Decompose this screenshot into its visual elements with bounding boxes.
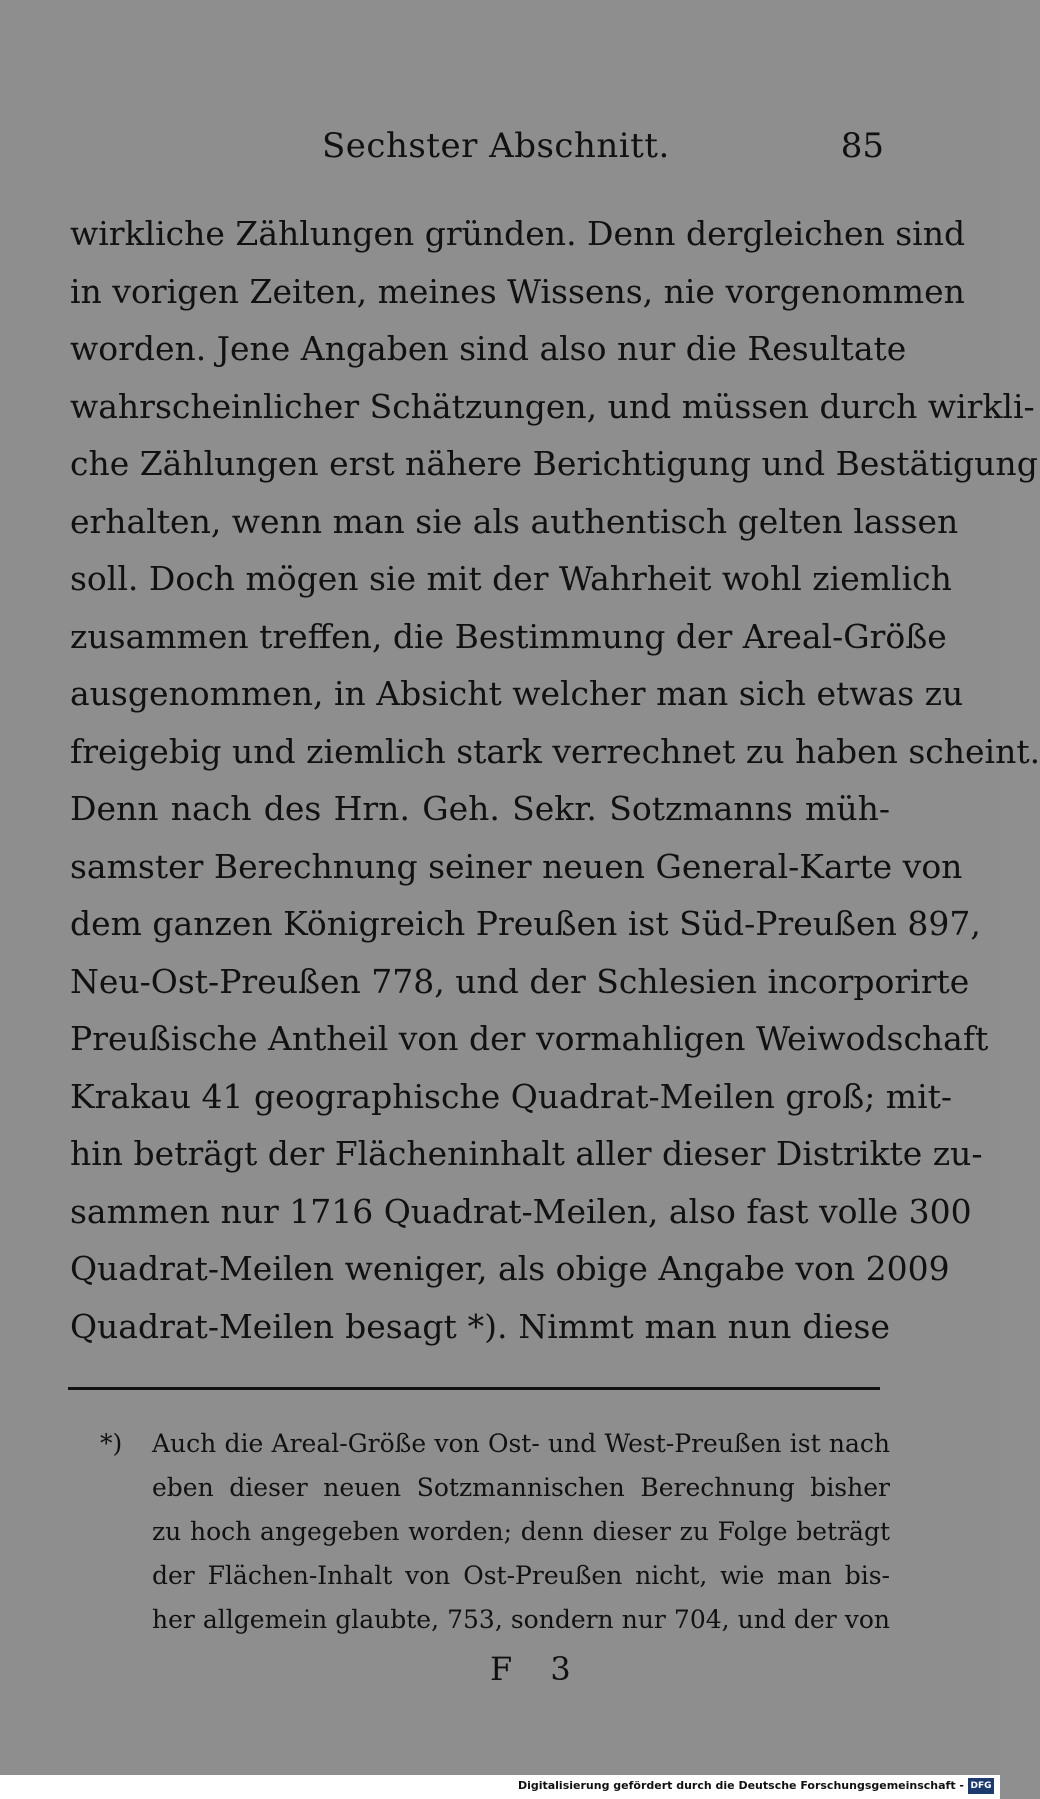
footnote-line: eben dieser neuen Sotzmannischen Berechnung bisher — [152, 1473, 890, 1502]
text-line: Quadrat-Meilen weniger, als obige Angabe von 2009 — [70, 1249, 950, 1288]
text-line: che Zählungen erst nähere Berichtigung und Bestätigung — [70, 444, 1038, 483]
text-line: samster Berechnung seiner neuen General-Karte von — [70, 846, 963, 886]
text-line: ausgenommen, in Absicht welcher man sich etwas zu — [70, 674, 964, 713]
text-line: wahrscheinlicher Schätzungen, und müssen durch wirkli- — [70, 386, 1035, 426]
text-line: sammen nur 1716 Quadrat-Meilen, also fast volle 300 — [70, 1191, 972, 1231]
digitization-credit: Digitalisierung gefördert durch die Deutsche Forschungsgemeinschaft - — [517, 1779, 964, 1792]
text-line: Krakau 41 geographische Quadrat-Meilen groß; mit- — [70, 1076, 953, 1116]
signature-mark: F 3 — [490, 1650, 585, 1688]
footnote — [100, 1422, 890, 1642]
footnote-mark: *) — [100, 1429, 123, 1458]
body-text — [70, 205, 1040, 1355]
text-line: dem ganzen Königreich Preußen ist Süd-Preußen 897, — [70, 904, 981, 943]
running-head: Sechster Abschnitt. — [322, 126, 670, 166]
footnote-line: der Flächen-Inhalt von Ost-Preußen nicht, wie man bis- — [152, 1561, 890, 1590]
text-line: Neu-Ost-Preußen 778, und der Schlesien incorporirte — [70, 961, 970, 1001]
footnote-line-text: Auch die Areal-Größe von Ost- und West-Preußen ist nach — [152, 1429, 890, 1458]
text-line: Denn nach des Hrn. Geh. Sekr. Sotzmanns müh- — [70, 789, 890, 828]
footnote-line: zu hoch angegeben worden; denn dieser zu Folge beträgt — [152, 1517, 890, 1546]
text-line: erhalten, wenn man sie als authentisch gelten lassen — [70, 501, 959, 541]
text-line: hin beträgt der Flächeninhalt aller dieser Distrikte zu- — [70, 1134, 983, 1173]
text-line: soll. Doch mögen sie mit der Wahrheit wohl ziemlich — [70, 559, 952, 598]
text-line: freigebig und ziemlich stark verrechnet zu haben scheint. — [70, 731, 1040, 771]
text-line: worden. Jene Angaben sind also nur die Resultate — [70, 329, 907, 368]
text-line: Quadrat-Meilen besagt *). Nimmt man nun diese — [70, 1306, 890, 1346]
footnote-line — [100, 1422, 890, 1466]
footnote-divider — [68, 1387, 880, 1390]
page-header — [70, 126, 890, 176]
text-line: Preußische Antheil von der vormahligen Weiwodschaft — [70, 1019, 989, 1058]
footnote-line: her allgemein glaubte, 753, sondern nur 704, und der von — [152, 1605, 890, 1634]
text-line: wirkliche Zählungen gründen. Denn dergleichen sind — [70, 214, 966, 253]
text-line: zusammen treffen, die Bestimmung der Areal-Größe — [70, 616, 947, 656]
page-number: 85 — [840, 126, 884, 166]
dfg-logo-icon: DFG — [968, 1778, 994, 1794]
text-line: in vorigen Zeiten, meines Wissens, nie vorgenommen — [70, 271, 965, 311]
